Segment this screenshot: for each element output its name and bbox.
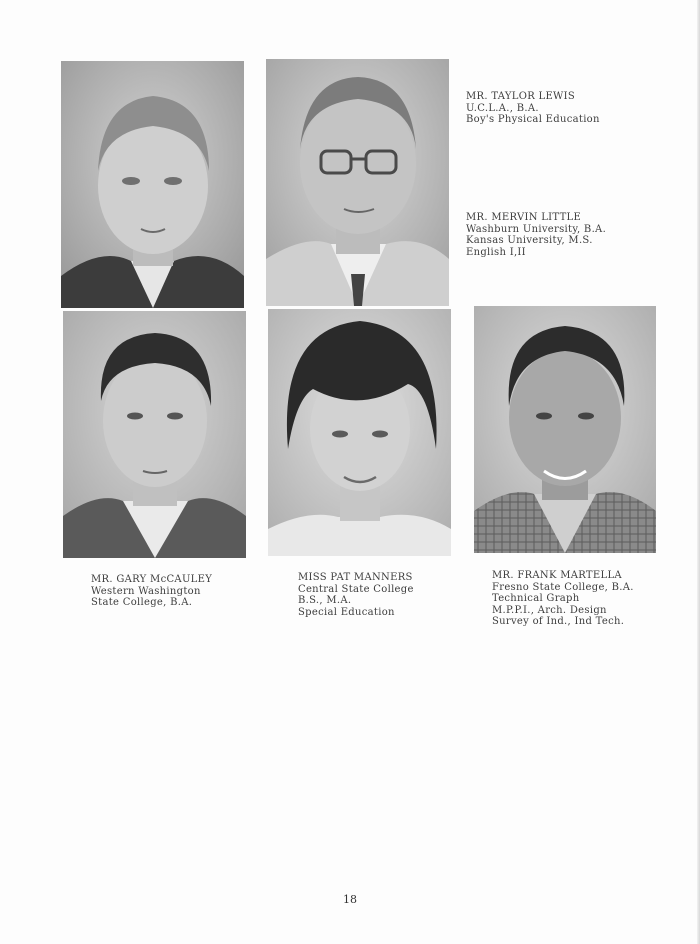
teacher-subject: Technical Graph [492,593,580,604]
caption-mervin-little [466,212,606,258]
page-number: 18 [343,893,357,906]
portrait-photo-frank-martella [474,306,656,553]
teacher-name: MR. MERVIN LITTLE [466,212,582,223]
caption-pat-manners [298,572,414,618]
teacher-credential: Washburn University, B.A. [466,223,607,235]
caption-frank-martella [492,570,634,628]
portrait-photo-mervin-little [266,59,449,306]
teacher-credential: Western Washington [91,585,201,597]
teacher-credential: Kansas University, M.S. [466,235,593,246]
teacher-credential: U.C.L.A., B.A. [466,102,539,114]
teacher-subject: Boy's Physical Education [466,114,600,125]
teacher-credential: Fresno State College, B.A. [492,581,634,593]
portrait-photo-pat-manners [268,309,451,556]
teacher-name: MR. GARY McCAULEY [91,574,213,585]
teacher-name: MR. TAYLOR LEWIS [466,91,576,102]
teacher-subject: M.P.P.I., Arch. Design [492,604,607,616]
teacher-name: MISS PAT MANNERS [298,572,413,583]
caption-gary-mccauley [91,574,212,609]
teacher-credential: B.S., M.A. [298,595,352,606]
teacher-subject: Survey of Ind., Ind Tech. [492,616,625,627]
teacher-credential: State College, B.A. [91,597,193,608]
portrait-photo-taylor-lewis [61,61,244,308]
teacher-credential: Central State College [298,583,414,595]
teacher-name: MR. FRANK MARTELLA [492,570,622,581]
teacher-subject: English I,II [466,246,526,258]
caption-taylor-lewis [466,91,600,126]
teacher-subject: Special Education [298,606,395,618]
portrait-photo-gary-mccauley [63,311,246,558]
